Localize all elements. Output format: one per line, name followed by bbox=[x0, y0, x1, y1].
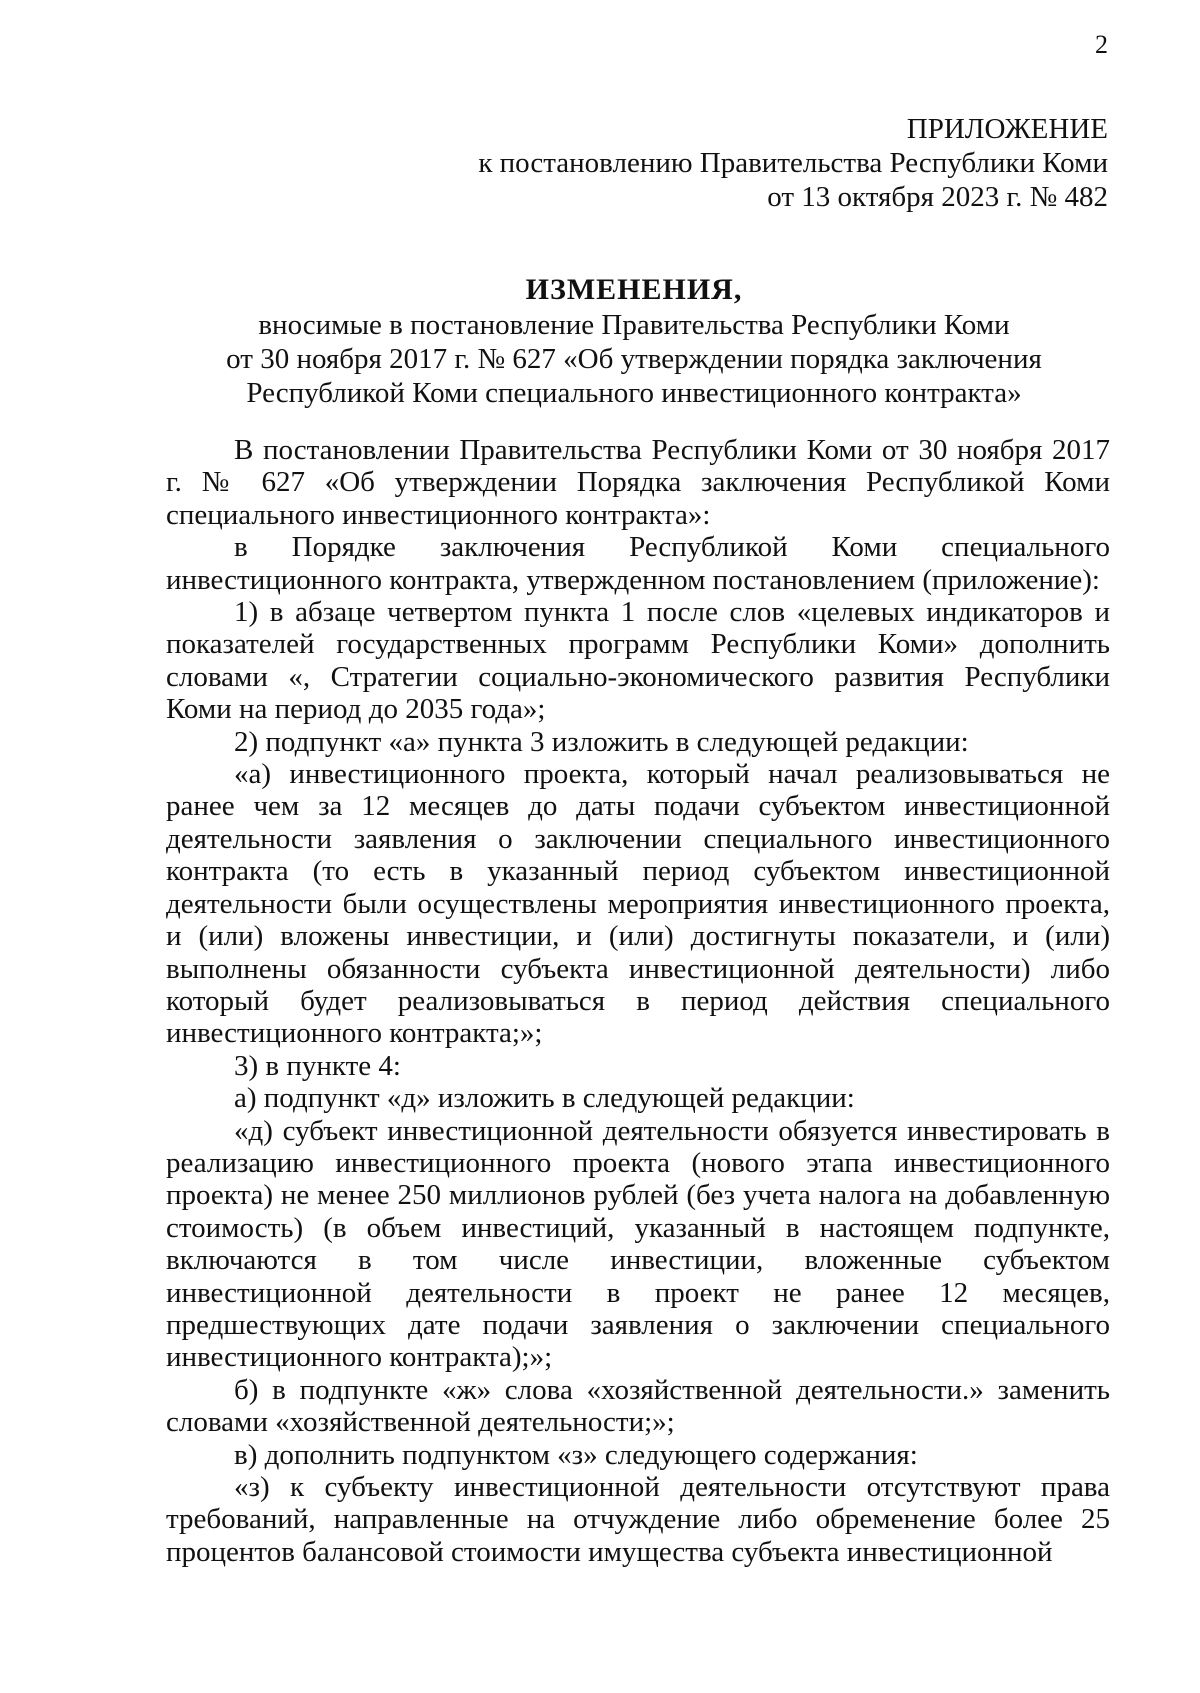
paragraph: 1) в абзаце четвертом пункта 1 после слов «целевых индикаторов и показателей государственных программ Республики Коми» дополнить словами «, Стратегии социально-экономического развития Республики Коми на период до 2035 года»; bbox=[166, 596, 1110, 726]
appendix-reference: к постановлению Правительства Республики Коми bbox=[478, 147, 1108, 179]
paragraph: 2) подпункт «а» пункта 3 изложить в следующей редакции: bbox=[234, 725, 969, 758]
paragraph: в) дополнить подпунктом «з» следующего содержания: bbox=[234, 1438, 918, 1471]
appendix-label: ПРИЛОЖЕНИЕ bbox=[906, 113, 1108, 145]
appendix-header bbox=[478, 112, 1108, 214]
title-block bbox=[160, 272, 1108, 410]
paragraph: в Порядке заключения Республикой Коми специального инвестиционного контракта, утвержденном постановлением (приложение): bbox=[166, 531, 1110, 596]
page-number: 2 bbox=[1095, 30, 1108, 59]
subtitle-line: от 30 ноября 2017 г. № 627 «Об утверждении порядка заключения bbox=[226, 343, 1042, 375]
paragraph: «а) инвестиционного проекта, который начал реализовываться не ранее чем за 12 месяцев до даты подачи субъектом инвестиционной деятельности заявления о заключении специального инвестиционного контракта (то есть в указанный период субъектом инвестиционной деятельности были осуществлены мероприятия инвестиционного проекта, и (или) вложены инвестиции, и (или) достигнуты показатели, и (или) выполнены обязанности субъекта инвестиционной деятельности) либо который будет реализовываться в период действия специального инвестиционного контракта;»; bbox=[166, 758, 1110, 1050]
paragraph: 3) в пункте 4: bbox=[234, 1049, 401, 1082]
subtitle-line: вносимые в постановление Правительства Республики Коми bbox=[258, 309, 1010, 341]
paragraph: «д) субъект инвестиционной деятельности обязуется инвестировать в реализацию инвестиционного проекта (нового этапа инвестиционного проекта) не менее 250 миллионов рублей (без учета налога на добавленную стоимость) (в объем инвестиций, указанный в настоящем подпункте, включаются в том числе инвестиции, вложенные субъектом инвестиционной деятельности в проект не ранее 12 месяцев, предшествующих дате подачи заявления о заключении специального инвестиционного контракта);»; bbox=[166, 1114, 1110, 1374]
paragraph: б) в подпункте «ж» слова «хозяйственной деятельности.» заменить словами «хозяйственной деятельности;»; bbox=[166, 1373, 1110, 1439]
appendix-date: от 13 октября 2023 г. № 482 bbox=[767, 181, 1108, 213]
paragraph: а) подпункт «д» изложить в следующей редакции: bbox=[234, 1082, 855, 1115]
document-title: ИЗМЕНЕНИЯ, bbox=[525, 273, 743, 306]
document-body bbox=[166, 434, 1110, 1568]
paragraph: В постановлении Правительства Республики Коми от 30 ноября 2017 г. № 627 «Об утверждении Порядка заключения Республикой Коми специального инвестиционного контракта»: bbox=[166, 434, 1110, 531]
paragraph: «з) к субъекту инвестиционной деятельности отсутствуют права требований, направленные на отчуждение либо обременение более 25 процентов балансовой стоимости имущества субъекта инвестиционной bbox=[166, 1471, 1110, 1568]
subtitle-line: Республикой Коми специального инвестиционного контракта» bbox=[246, 377, 1022, 409]
